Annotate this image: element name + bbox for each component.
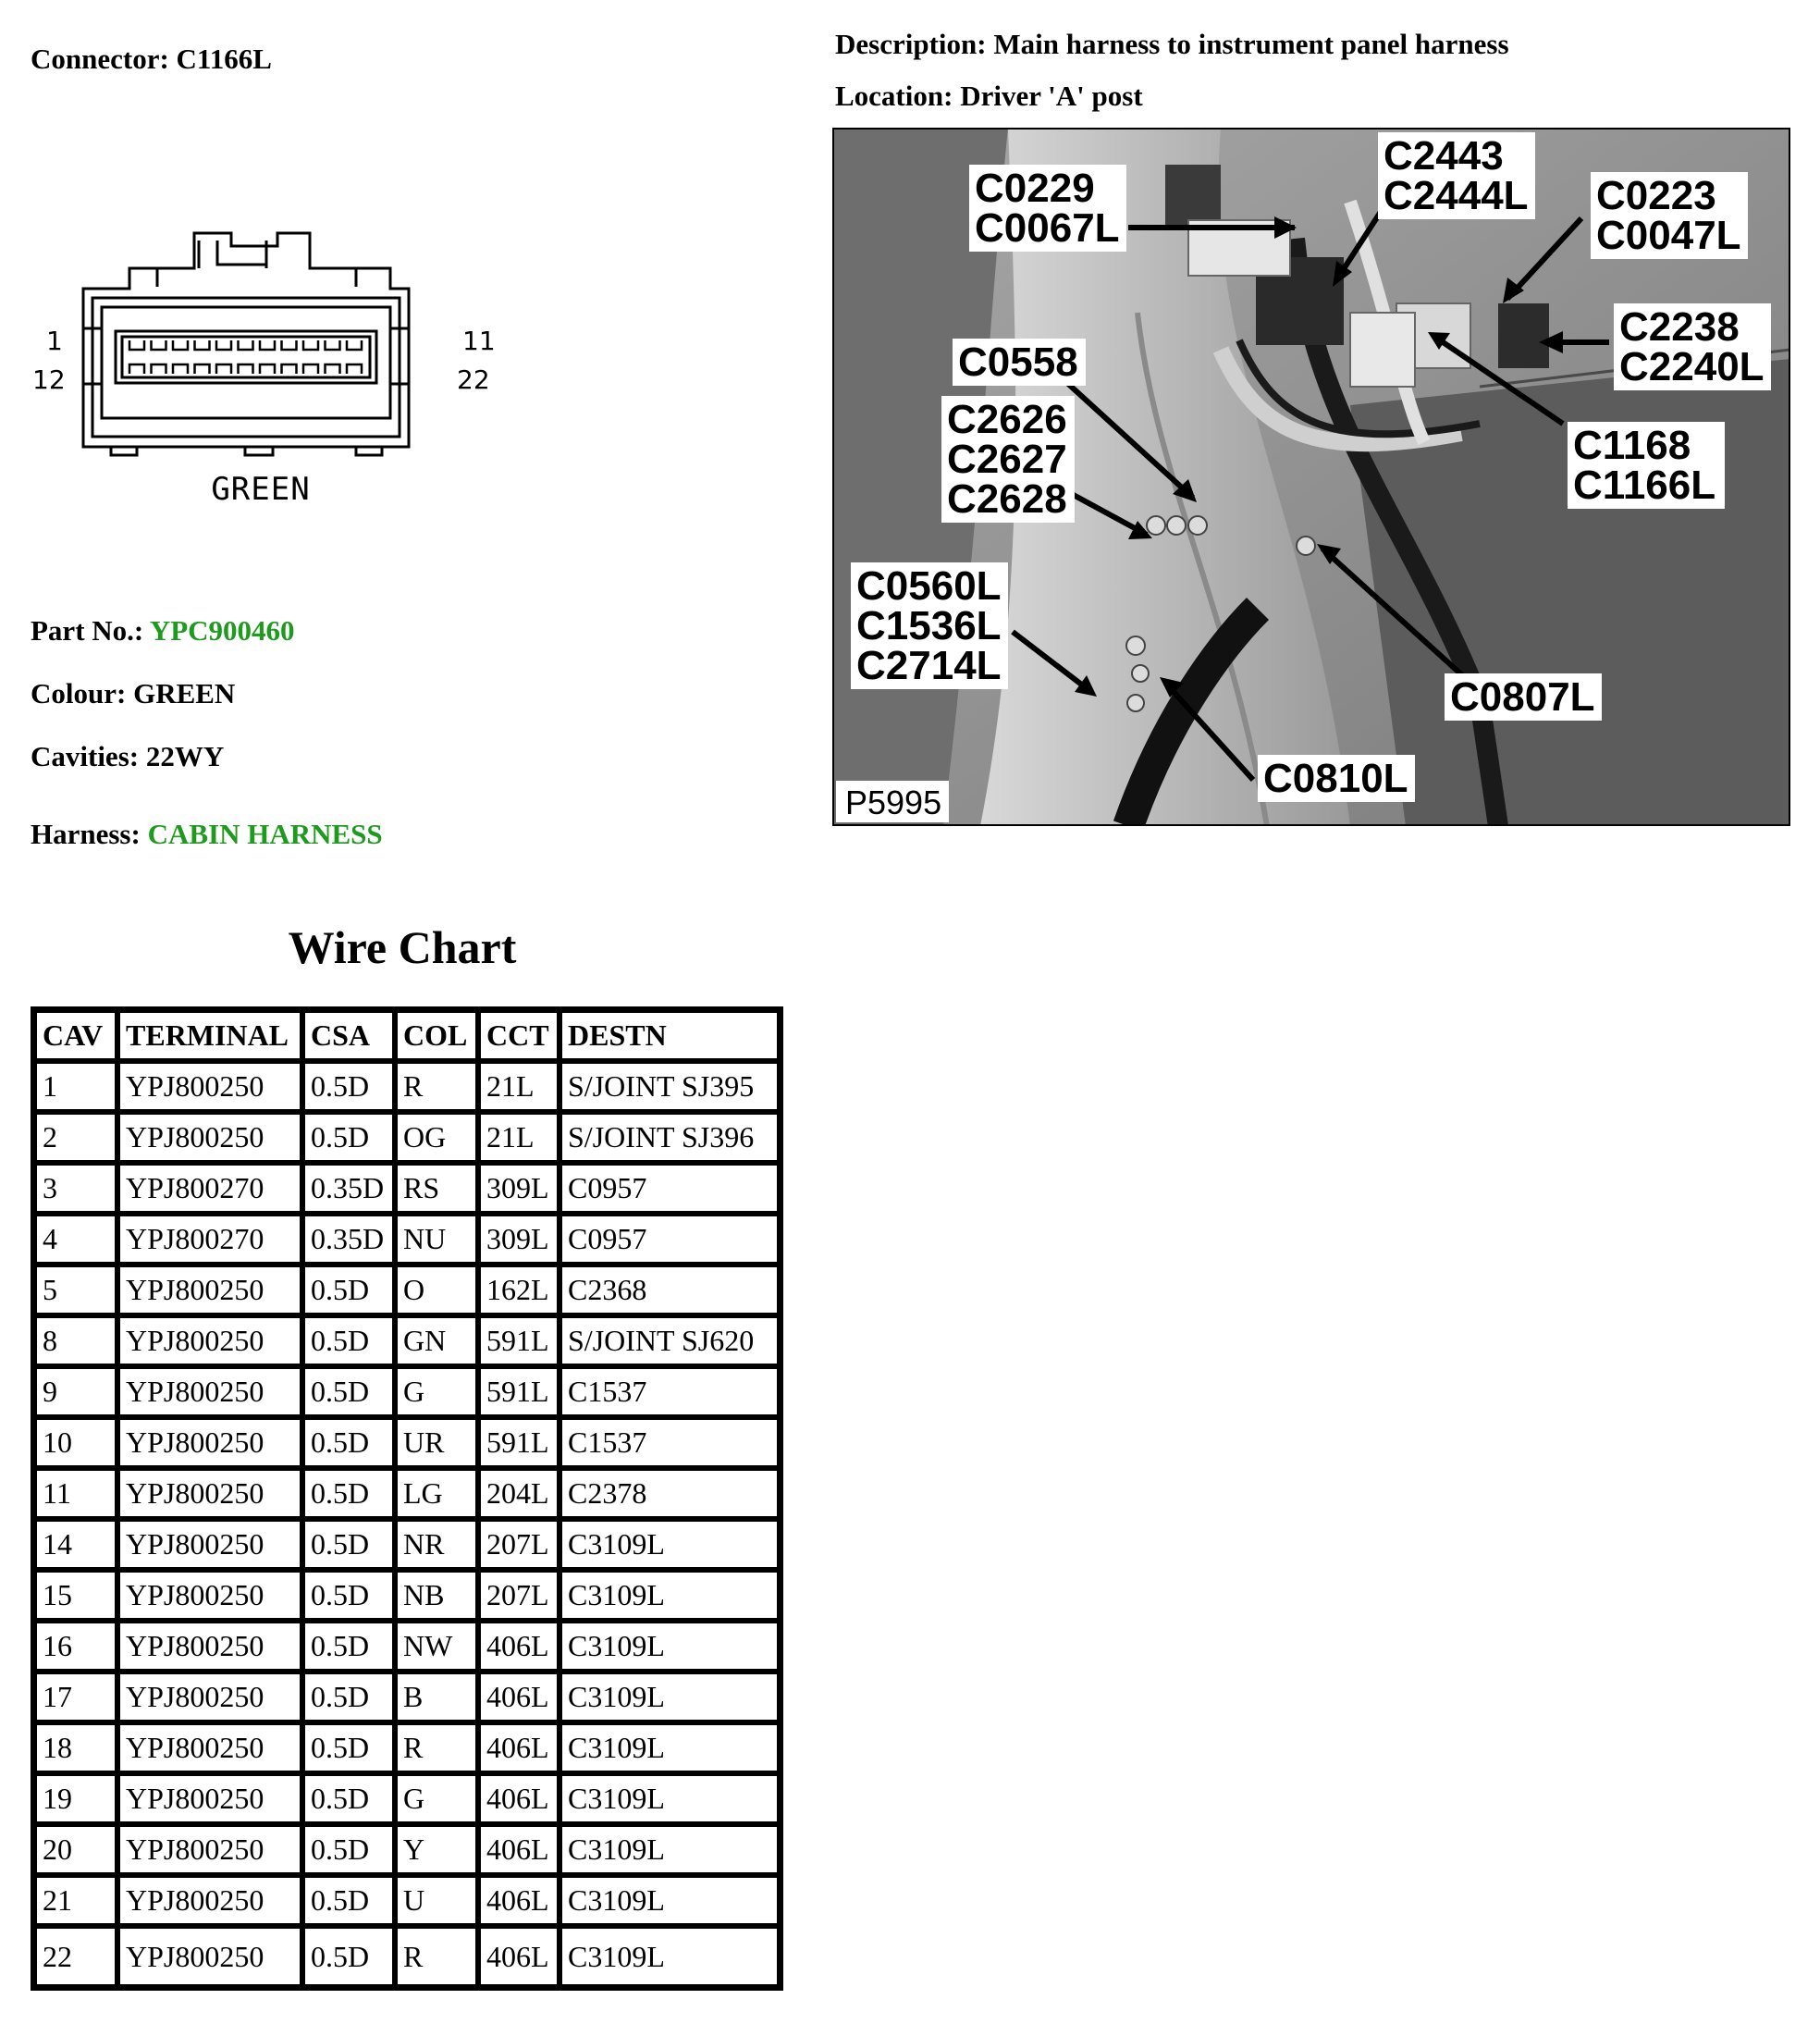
cavity-row-bottom — [129, 364, 362, 374]
cell-csa: 0.35D — [302, 1163, 395, 1214]
cell-cct: 591L — [478, 1315, 560, 1366]
cell-cct: 21L — [478, 1061, 560, 1112]
connector-block-c2238 — [1498, 303, 1549, 368]
cavity-16 — [216, 364, 231, 374]
cell-destn: C3109L — [560, 1570, 780, 1621]
cavity-15 — [195, 364, 210, 374]
callout-label: C2443 — [1383, 133, 1504, 179]
cell-destn: C0957 — [560, 1214, 780, 1265]
callout-label: C0067L — [975, 205, 1120, 251]
location-photo — [832, 128, 1790, 826]
cell-cct: 309L — [478, 1163, 560, 1214]
part-no-label: Part No.: — [31, 614, 144, 647]
callout-label: C2238 — [1619, 304, 1740, 350]
cell-cav: 16 — [34, 1621, 117, 1672]
table-row — [34, 1265, 780, 1315]
cell-cav: 2 — [34, 1112, 117, 1163]
cell-cav: 22 — [34, 1926, 117, 1987]
cavity-14 — [173, 364, 188, 374]
cell-destn: C2378 — [560, 1468, 780, 1519]
cell-cct: 406L — [478, 1672, 560, 1722]
cell-col: R — [395, 1926, 478, 1987]
wire-chart-header-row — [34, 1010, 780, 1061]
description-label: Description: — [835, 28, 987, 60]
cavity-13 — [152, 364, 166, 374]
cell-cct: 21L — [478, 1112, 560, 1163]
cell-terminal: YPJ800270 — [117, 1163, 302, 1214]
cell-terminal: YPJ800250 — [117, 1315, 302, 1366]
table-row — [34, 1773, 780, 1824]
cell-cct: 204L — [478, 1468, 560, 1519]
cell-cct: 591L — [478, 1417, 560, 1468]
cell-terminal: YPJ800250 — [117, 1722, 302, 1773]
cell-cav: 15 — [34, 1570, 117, 1621]
pin-label-11: 11 — [462, 326, 496, 356]
table-row — [34, 1061, 780, 1112]
cell-csa: 0.5D — [302, 1265, 395, 1315]
cell-csa: 0.5D — [302, 1570, 395, 1621]
cell-csa: 0.5D — [302, 1519, 395, 1570]
cavity-17 — [239, 364, 253, 374]
cell-terminal: YPJ800250 — [117, 1570, 302, 1621]
header-col: COL — [395, 1010, 478, 1061]
cell-destn: C3109L — [560, 1722, 780, 1773]
wire-chart-title: Wire Chart — [288, 921, 517, 973]
cavity-10 — [326, 340, 340, 350]
cell-terminal: YPJ800250 — [117, 1926, 302, 1987]
cell-destn: C3109L — [560, 1824, 780, 1875]
cell-col: NR — [395, 1519, 478, 1570]
cell-csa: 0.5D — [302, 1722, 395, 1773]
cell-csa: 0.5D — [302, 1061, 395, 1112]
callout-label: C2444L — [1383, 173, 1529, 218]
connector-block-c1166l — [1350, 313, 1415, 387]
callout-label: C0558 — [958, 339, 1078, 385]
callout-label: C0560L — [856, 563, 1002, 609]
connector-value: C1166L — [176, 43, 272, 75]
table-row — [34, 1926, 780, 1987]
cell-csa: 0.5D — [302, 1468, 395, 1519]
part-no-value: YPC900460 — [149, 614, 295, 647]
table-row — [34, 1519, 780, 1570]
cavity-18 — [260, 364, 275, 374]
callout-label: C2626 — [947, 397, 1067, 442]
harness-label: Harness: — [31, 818, 141, 850]
table-row — [34, 1163, 780, 1214]
table-row — [34, 1366, 780, 1417]
table-row — [34, 1875, 780, 1926]
cavity-5 — [216, 340, 231, 350]
callout-label: C2240L — [1619, 344, 1765, 389]
cell-terminal: YPJ800250 — [117, 1265, 302, 1315]
cell-destn: C1537 — [560, 1366, 780, 1417]
cell-cct: 406L — [478, 1722, 560, 1773]
cell-cav: 3 — [34, 1163, 117, 1214]
cell-csa: 0.5D — [302, 1315, 395, 1366]
cell-cct: 406L — [478, 1773, 560, 1824]
colour-field — [31, 677, 235, 710]
cell-terminal: YPJ800250 — [117, 1061, 302, 1112]
cavity-1 — [129, 340, 144, 350]
cell-destn: C3109L — [560, 1926, 780, 1987]
table-row — [34, 1570, 780, 1621]
cell-cav: 9 — [34, 1366, 117, 1417]
cell-destn: C3109L — [560, 1519, 780, 1570]
cell-csa: 0.5D — [302, 1824, 395, 1875]
connector-colour-text: GREEN — [211, 471, 311, 508]
cell-destn: C3109L — [560, 1773, 780, 1824]
cell-cct: 207L — [478, 1519, 560, 1570]
cell-cav: 5 — [34, 1265, 117, 1315]
cavity-12 — [129, 364, 144, 374]
table-row — [34, 1824, 780, 1875]
cell-terminal: YPJ800250 — [117, 1366, 302, 1417]
header-terminal: TERMINAL — [117, 1010, 302, 1061]
header-destn: DESTN — [560, 1010, 780, 1061]
cell-cav: 17 — [34, 1672, 117, 1722]
cell-cct: 591L — [478, 1366, 560, 1417]
cell-terminal: YPJ800250 — [117, 1112, 302, 1163]
cavity-2 — [152, 340, 166, 350]
cell-cct: 309L — [478, 1214, 560, 1265]
cell-destn: C3109L — [560, 1875, 780, 1926]
cell-cav: 11 — [34, 1468, 117, 1519]
cell-col: UR — [395, 1417, 478, 1468]
cell-terminal: YPJ800250 — [117, 1468, 302, 1519]
cell-destn: S/JOINT SJ395 — [560, 1061, 780, 1112]
table-row — [34, 1417, 780, 1468]
callout-label: C1166L — [1573, 463, 1716, 508]
cell-col: RS — [395, 1163, 478, 1214]
cell-cav: 18 — [34, 1722, 117, 1773]
table-row — [34, 1672, 780, 1722]
colour-value: GREEN — [133, 677, 236, 710]
cell-col: LG — [395, 1468, 478, 1519]
header-cav: CAV — [34, 1010, 117, 1061]
pin-label-1: 1 — [46, 326, 63, 356]
cell-destn: C3109L — [560, 1672, 780, 1722]
cell-col: R — [395, 1061, 478, 1112]
cell-cct: 406L — [478, 1621, 560, 1672]
callout-label: C2628 — [947, 476, 1067, 522]
cell-cav: 1 — [34, 1061, 117, 1112]
callout-label: C2714L — [856, 643, 1002, 688]
colour-label: Colour: — [31, 677, 127, 710]
cavity-9 — [303, 340, 318, 350]
cell-terminal: YPJ800250 — [117, 1824, 302, 1875]
cell-cct: 406L — [478, 1824, 560, 1875]
cavities-label: Cavities: — [31, 740, 140, 772]
cell-terminal: YPJ800250 — [117, 1417, 302, 1468]
callout-label: C0223 — [1596, 173, 1716, 218]
location-value: Driver 'A' post — [960, 80, 1143, 112]
cell-terminal: YPJ800270 — [117, 1214, 302, 1265]
cell-destn: C0957 — [560, 1163, 780, 1214]
header-csa: CSA — [302, 1010, 395, 1061]
callout-label: C1536L — [856, 603, 1002, 648]
cell-col: GN — [395, 1315, 478, 1366]
cell-cav: 14 — [34, 1519, 117, 1570]
cell-cct: 406L — [478, 1926, 560, 1987]
cell-destn: C3109L — [560, 1621, 780, 1672]
cavity-22 — [347, 364, 362, 374]
pin-label-12: 12 — [32, 364, 66, 395]
callout-label: C0047L — [1596, 213, 1741, 258]
cell-csa: 0.5D — [302, 1417, 395, 1468]
cell-csa: 0.35D — [302, 1214, 395, 1265]
callout-label: C1168 — [1573, 423, 1691, 468]
cavity-8 — [282, 340, 297, 350]
cavities-field — [31, 740, 224, 773]
cell-cav: 4 — [34, 1214, 117, 1265]
part-no-field — [31, 614, 295, 648]
cell-destn: S/JOINT SJ620 — [560, 1315, 780, 1366]
cell-col: O — [395, 1265, 478, 1315]
cell-col: NB — [395, 1570, 478, 1621]
cell-col: B — [395, 1672, 478, 1722]
cell-terminal: YPJ800250 — [117, 1672, 302, 1722]
cell-cct: 207L — [478, 1570, 560, 1621]
cell-cav: 8 — [34, 1315, 117, 1366]
cell-cav: 10 — [34, 1417, 117, 1468]
cell-col: G — [395, 1773, 478, 1824]
cell-cav: 20 — [34, 1824, 117, 1875]
cavity-11 — [347, 340, 362, 350]
table-row — [34, 1112, 780, 1163]
cell-destn: C1537 — [560, 1417, 780, 1468]
connector-label: Connector: — [31, 43, 169, 75]
cell-csa: 0.5D — [302, 1672, 395, 1722]
location-label: Location: — [835, 80, 953, 112]
cell-csa: 0.5D — [302, 1366, 395, 1417]
cell-col: Y — [395, 1824, 478, 1875]
cell-cav: 21 — [34, 1875, 117, 1926]
cell-destn: C2368 — [560, 1265, 780, 1315]
location-field — [835, 80, 1143, 113]
cell-cav: 19 — [34, 1773, 117, 1824]
cell-col: U — [395, 1875, 478, 1926]
cavity-7 — [260, 340, 275, 350]
callout-label: C0229 — [975, 166, 1095, 211]
cell-col: OG — [395, 1112, 478, 1163]
cell-col: NW — [395, 1621, 478, 1672]
table-row — [34, 1214, 780, 1265]
cell-csa: 0.5D — [302, 1926, 395, 1987]
cavities-value: 22WY — [145, 740, 225, 772]
cell-col: R — [395, 1722, 478, 1773]
cell-terminal: YPJ800250 — [117, 1875, 302, 1926]
description-value: Main harness to instrument panel harness — [993, 28, 1509, 60]
cell-csa: 0.5D — [302, 1621, 395, 1672]
cell-col: NU — [395, 1214, 478, 1265]
table-row — [34, 1722, 780, 1773]
header-cct: CCT — [478, 1010, 560, 1061]
cell-terminal: YPJ800250 — [117, 1519, 302, 1570]
cell-terminal: YPJ800250 — [117, 1621, 302, 1672]
cell-cct: 162L — [478, 1265, 560, 1315]
photo-ref: P5995 — [845, 784, 942, 821]
callout-label: C2627 — [947, 437, 1067, 482]
harness-field — [31, 818, 383, 851]
table-row — [34, 1468, 780, 1519]
cell-col: G — [395, 1366, 478, 1417]
cell-csa: 0.5D — [302, 1112, 395, 1163]
cavity-4 — [195, 340, 210, 350]
cavity-19 — [282, 364, 297, 374]
cavity-20 — [303, 364, 318, 374]
wire-chart-table — [31, 1006, 783, 1991]
cavity-6 — [239, 340, 253, 350]
cell-terminal: YPJ800250 — [117, 1773, 302, 1824]
cavity-3 — [173, 340, 188, 350]
description-field — [835, 28, 1509, 61]
cell-csa: 0.5D — [302, 1773, 395, 1824]
table-row — [34, 1315, 780, 1366]
connector-field — [31, 43, 272, 76]
cell-cct: 406L — [478, 1875, 560, 1926]
pin-label-22: 22 — [457, 364, 490, 395]
connector-face-diagram — [28, 222, 509, 518]
callout-label: C0807L — [1450, 674, 1595, 720]
harness-value: CABIN HARNESS — [147, 818, 383, 850]
cell-destn: S/JOINT SJ396 — [560, 1112, 780, 1163]
callout-label: C0810L — [1263, 756, 1408, 801]
cavity-21 — [326, 364, 340, 374]
cavity-row-top — [129, 340, 362, 350]
table-row — [34, 1621, 780, 1672]
cell-csa: 0.5D — [302, 1875, 395, 1926]
